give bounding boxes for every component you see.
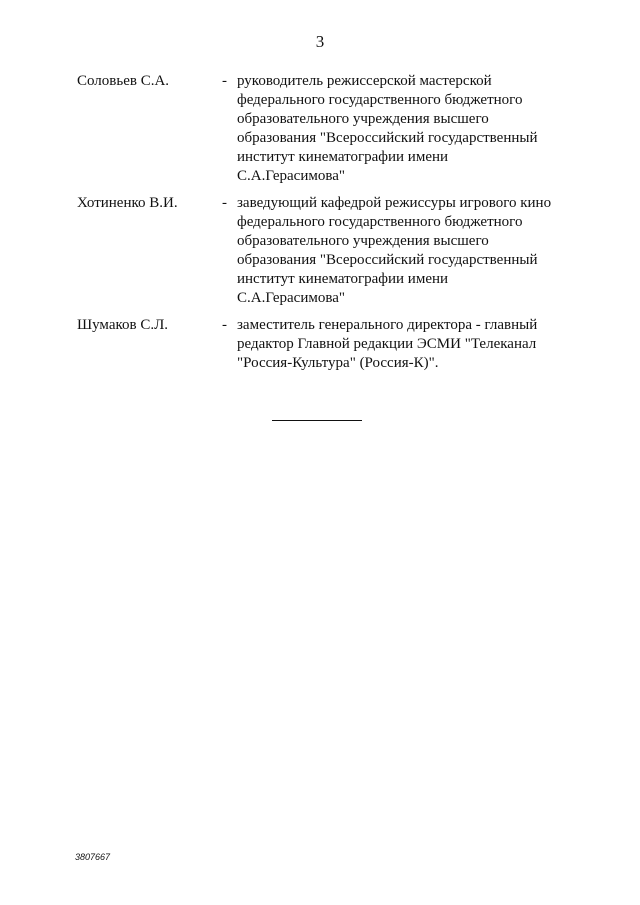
position-line: институт кинематографии имени bbox=[237, 271, 449, 287]
member-entry-khotinenko bbox=[0, 194, 640, 314]
position-line: образовательного учреждения высшего bbox=[237, 233, 489, 249]
position-line: институт кинематографии имени bbox=[237, 149, 449, 165]
member-name: Шумаков С.Л. bbox=[77, 317, 169, 333]
member-name: Соловьев С.А. bbox=[77, 73, 170, 89]
member-entry-soloviev bbox=[0, 72, 640, 192]
member-entry-shumakov bbox=[0, 316, 640, 436]
dash-separator: - bbox=[222, 317, 227, 333]
position-line: редактор Главной редакции ЭСМИ "Телеканал bbox=[237, 336, 537, 352]
position-line: С.А.Герасимова" bbox=[237, 168, 346, 184]
position-line: "Россия-Культура" (Россия-К)". bbox=[237, 355, 439, 371]
position-line: федерального государственного бюджетного bbox=[237, 92, 523, 108]
end-divider bbox=[272, 420, 362, 421]
position-line: образования "Всероссийский государственный bbox=[237, 130, 538, 146]
position-line: образования "Всероссийский государственный bbox=[237, 252, 538, 268]
position-line: руководитель режиссерской мастерской bbox=[237, 73, 492, 89]
document-number: 3807667 bbox=[75, 852, 111, 862]
member-position bbox=[237, 72, 557, 186]
member-name: Хотиненко В.И. bbox=[77, 195, 178, 211]
dash-separator: - bbox=[222, 73, 227, 89]
position-line: заведующий кафедрой режиссуры игрового кино bbox=[237, 195, 552, 211]
position-line: С.А.Герасимова" bbox=[237, 290, 346, 306]
member-position bbox=[237, 316, 557, 373]
position-line: федерального государственного бюджетного bbox=[237, 214, 523, 230]
dash-separator: - bbox=[222, 195, 227, 211]
page-number: 3 bbox=[315, 32, 325, 51]
position-line: образовательного учреждения высшего bbox=[237, 111, 489, 127]
position-line: заместитель генерального директора - главный bbox=[237, 317, 538, 333]
member-position bbox=[237, 194, 557, 308]
